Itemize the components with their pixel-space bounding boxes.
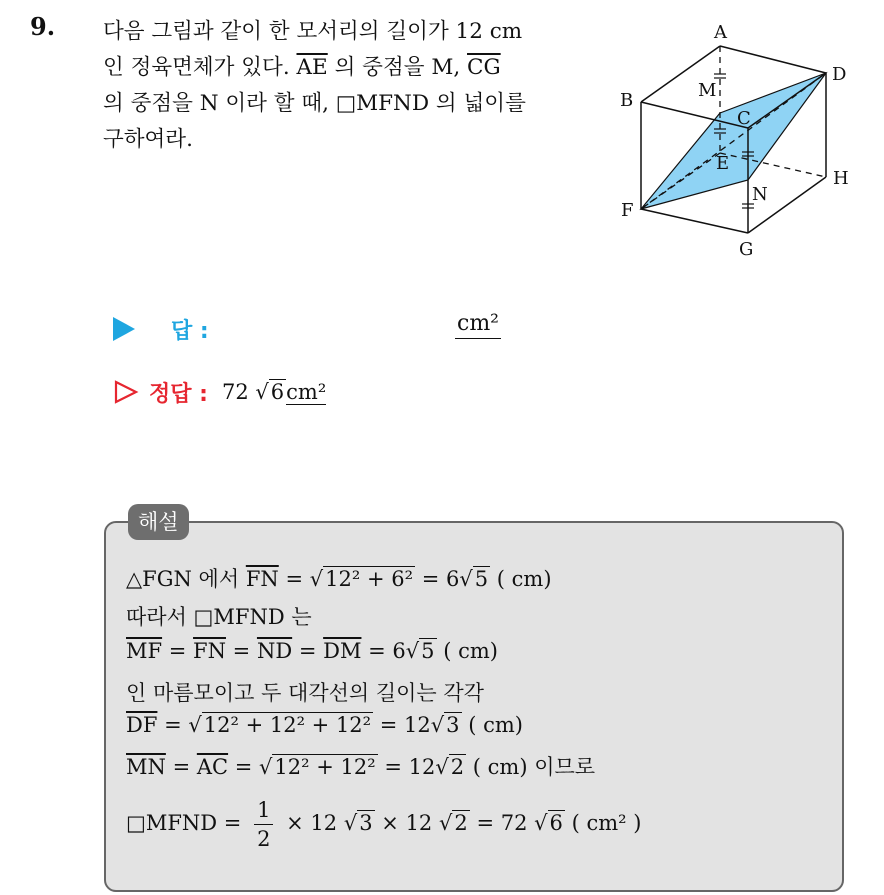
correct-value	[222, 380, 326, 404]
segment-mn: $\overline{MN}$	[126, 755, 166, 779]
radicand: 12² + 6²	[325, 567, 414, 591]
segment-cg: $\overline{CG}$	[467, 55, 501, 80]
sqrt-symbol: √3	[430, 713, 460, 737]
label-e: E	[716, 153, 730, 174]
radicand: 2	[450, 755, 465, 779]
radicand: 12² + 12² + 12²	[203, 713, 372, 737]
answer-row	[113, 312, 209, 346]
solution-line-1	[126, 563, 552, 593]
sqrt-symbol: √2	[435, 755, 465, 779]
question-line-2	[103, 50, 603, 86]
sqrt-symbol: √6	[534, 811, 563, 835]
radicand: 2	[454, 811, 468, 835]
sqrt-symbol: √2	[438, 811, 468, 835]
sol-text: ( cm² )	[571, 811, 642, 835]
label-a: A	[714, 22, 727, 43]
question-line-2-mid: 의 중점을 M,	[334, 55, 461, 80]
label-d: D	[832, 64, 847, 85]
sol-text: △FGN 에서	[126, 567, 240, 591]
radicand: 6	[549, 811, 563, 835]
play-arrow-icon	[113, 317, 135, 341]
label-h: H	[833, 168, 849, 189]
sqrt-symbol: √12² + 6²	[309, 567, 414, 591]
segment-ac: $\overline{AC}$	[196, 755, 229, 779]
question-line-1: 다음 그림과 같이 한 모서리의 길이가 12 cm	[103, 19, 523, 44]
label-c: C	[737, 108, 751, 129]
radicand: 5	[474, 567, 489, 591]
label-f: F	[621, 200, 634, 221]
segment-mf: $\overline{MF}$	[126, 639, 163, 663]
segment-fn: $\overline{FN}$	[245, 567, 279, 591]
solution-line-2: 따라서 □MFND 는	[126, 605, 312, 629]
radicand: 12² + 12²	[274, 755, 376, 779]
correct-unit: cm²	[286, 380, 327, 404]
solution-tag: 해설	[128, 504, 189, 540]
question-line-2-pre: 인 정육면체가 있다.	[103, 55, 290, 80]
radicand: 5	[421, 639, 435, 663]
sqrt-symbol: √3	[343, 811, 373, 835]
label-m: M	[698, 80, 717, 101]
segment-df: $\overline{DF}$	[126, 713, 158, 737]
sqrt-symbol: √6	[255, 380, 285, 404]
question-number: 9.	[30, 12, 56, 41]
correct-radicand: 6	[270, 380, 285, 404]
solution-line-6: $\overline{MN} = \overline{AC} = √12^2 + 12^2 = 12√2$ ( cm) 이므로	[126, 755, 596, 779]
radicand: 3	[359, 811, 373, 835]
segment-ae: $\overline{AE}$	[296, 55, 328, 80]
sol-text: = 12	[379, 713, 431, 737]
sol-text: ( cm)	[468, 713, 523, 737]
sol-text: ( cm)	[443, 639, 498, 663]
solution-line-7	[126, 796, 641, 853]
correct-answer-row	[113, 375, 326, 409]
sol-text: □MFND =	[126, 811, 242, 835]
fraction-numerator: 1	[254, 796, 273, 825]
correct-label: 정답 :	[149, 381, 208, 407]
sqrt-symbol: √5	[405, 639, 435, 663]
solution-line-3: $\overline{MF} = \overline{FN} = \overline{ND} = \overline{DM} = 6√5$ ( cm)	[126, 639, 498, 663]
correct-coef: 72	[221, 380, 249, 404]
sol-text: = 6	[421, 567, 460, 591]
sol-text: × 12	[381, 811, 433, 835]
question-text	[103, 14, 603, 158]
label-n: N	[752, 184, 768, 205]
fraction-denominator: 2	[257, 827, 271, 851]
segment-nd: $\overline{ND}$	[256, 639, 293, 663]
label-b: B	[620, 90, 634, 111]
sol-text: = 72	[476, 811, 528, 835]
sol-text: = 6	[368, 639, 406, 663]
answer-label: 답 :	[171, 318, 209, 344]
cube-figure	[598, 20, 868, 270]
segment-fn: $\overline{FN}$	[193, 639, 226, 663]
outline-triangle-icon	[113, 379, 139, 405]
sol-text: ( cm)	[496, 567, 552, 591]
answer-unit: cm²	[455, 310, 501, 339]
segment-dm: $\overline{DM}$	[323, 639, 362, 663]
sqrt-symbol: √12² + 12² + 12²	[188, 713, 372, 737]
radicand: 3	[446, 713, 460, 737]
question-line-3: 의 중점을 N 이라 할 때, □MFND 의 넓이를	[103, 91, 526, 116]
fraction	[254, 796, 273, 853]
sqrt-symbol: √5	[459, 567, 489, 591]
sol-text: = 12	[384, 755, 436, 779]
solution-line-5: $\overline{DF} = √12^2 + 12^2 + 12^2 = 12√3$ ( cm)	[126, 713, 523, 737]
label-g: G	[739, 239, 754, 260]
question-line-4: 구하여라.	[103, 127, 193, 152]
solution-line-4: 인 마름모이고 두 대각선의 길이는 각각	[126, 681, 484, 705]
sol-text: =	[285, 567, 304, 591]
sqrt-symbol: √12² + 12²	[259, 755, 376, 779]
sol-text: × 12	[286, 811, 338, 835]
sol-text: ( cm) 이므로	[472, 755, 596, 779]
